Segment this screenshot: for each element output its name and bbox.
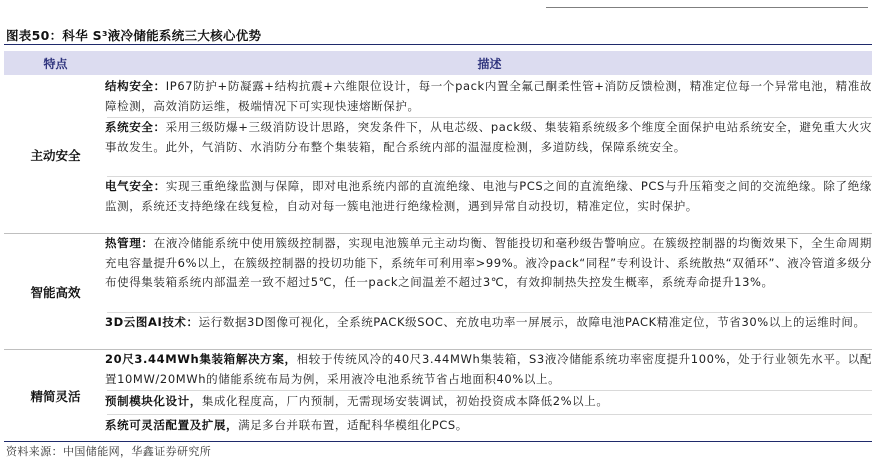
- table-row: [105, 392, 872, 412]
- top-decorative-rule: [546, 7, 868, 8]
- row-heading: 预制模块化设计，: [105, 394, 202, 408]
- table-header: [4, 51, 872, 75]
- table-row: [105, 350, 872, 389]
- row-text: 满足多台并联布置，适配科华模组化PCS。: [238, 418, 468, 432]
- row-heading: 结构安全：: [105, 79, 166, 93]
- figure-title: 图表50：科华 S³液冷储能系统三大核心优势: [6, 28, 262, 43]
- row-heading: 电气安全：: [105, 179, 166, 193]
- group-label-smart-efficient: 智能高效: [30, 285, 81, 300]
- source-note: 资料来源：中国储能网，华鑫证券研究所: [6, 445, 212, 458]
- group-label-active-safety: 主动安全: [30, 148, 81, 163]
- row-text: 集成化程度高，厂内预制，无需现场安装调试，初始投资成本降低2%以上。: [201, 394, 609, 408]
- table-row: [105, 118, 872, 176]
- row-text: 在液冷储能系统中使用簇级控制器，实现电池簇单元主动均衡、智能投切和毫秒级告警响应。在簇级控制器的均衡效果下，全生命周期充电容量提升6%以上，在簇级控制器的投切功能下，系统年可利用率>99%。液冷pack“同程”专利设计、系统散热“双循环”、液冷管道多级分布使得集装箱系统内部温差一致不超过5℃，任一pack之间温差不超过3℃，有效抑制热失控发生概率，系统寿命提升13%。: [105, 236, 872, 289]
- row-heading: 系统安全：: [105, 120, 166, 134]
- table-row: [105, 416, 872, 436]
- row-heading: 热管理：: [105, 236, 154, 250]
- row-text: IP67防护+防凝露+结构抗震+六维限位设计，每一个pack内置全氟己酮柔性管+消防反馈检测，精准定位每一个异常电池，精准故障检测，高效消防运维，极端情况下可实现快速熔断保护。: [105, 79, 873, 113]
- row-text: 实现三重绝缘监测与保障，即对电池系统内部的直流绝缘、电池与PCS之间的直流绝缘、PCS与升压箱变之间的交流绝缘。除了绝缘监测，系统还支持绝缘在线复检，自动对每一簇电池进行绝缘检测，遇到异常自动投切，精准定位，实时保护。: [105, 179, 872, 213]
- group-label-compact-flexible: 精简灵活: [30, 389, 81, 404]
- row-heading: 3D云图AI技术：: [105, 315, 199, 329]
- table-row: [105, 234, 872, 312]
- row-divider: [107, 414, 872, 415]
- header-description: 描述: [477, 57, 502, 71]
- row-heading: 20尺3.44MWh集装箱解决方案，: [105, 352, 297, 366]
- table-row: [105, 77, 872, 116]
- table-row: [105, 313, 872, 352]
- title-underline: [4, 44, 872, 45]
- table-bottom-rule: [4, 441, 872, 442]
- row-heading: 系统可灵活配置及扩展，: [105, 418, 239, 432]
- header-feature: 特点: [43, 57, 68, 71]
- row-divider: [107, 390, 872, 391]
- row-text: 相较于传统风冷的40尺3.44MWh集装箱，S3液冷储能系统功率密度提升100%，处于行业领先水平。以配置10MW/20MWh的储能系统布局为例，采用液冷电池系统节省占地面积40%以上。: [105, 352, 872, 386]
- table-row: [105, 177, 872, 235]
- row-text: 采用三级防爆+三级消防设计思路，突发条件下，从电芯级、pack级、集装箱系统级多个维度全面保护电站系统安全，避免重大火灾事故发生。此外，气消防、水消防分布整个集装箱，配合系统内部的温湿度检测，多道防线，保障系统安全。: [105, 120, 872, 154]
- row-text: 运行数据3D图像可视化，全系统PACK级SOC、充放电功率一屏展示，故障电池PACK精准定位，节省30%以上的运维时间。: [198, 315, 866, 329]
